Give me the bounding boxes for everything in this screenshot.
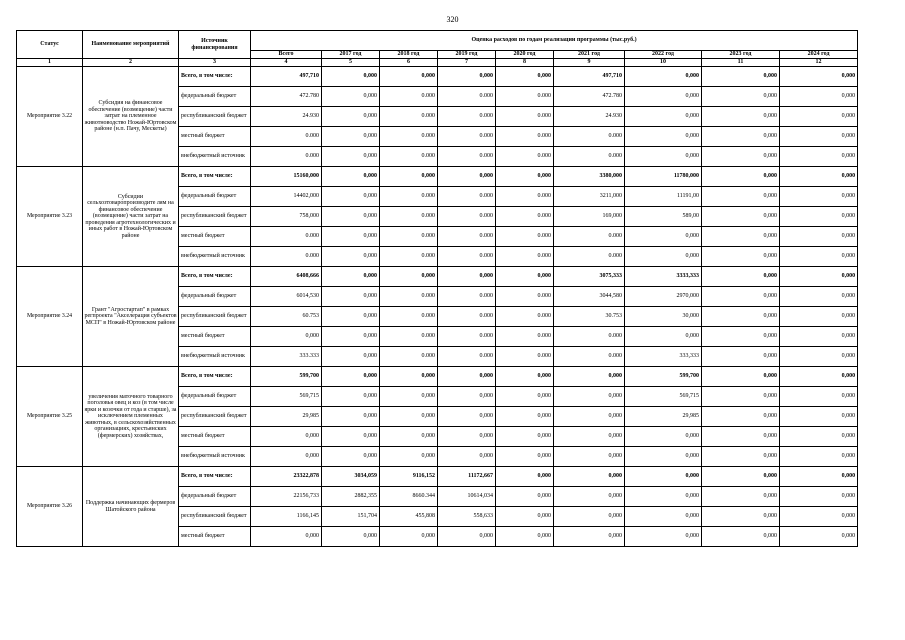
value-cell: 0,000	[496, 507, 554, 527]
value-cell: 0.000	[380, 347, 438, 367]
value-cell: 0,000	[702, 267, 780, 287]
value-cell: 0.000	[554, 147, 625, 167]
value-cell: 497,710	[554, 67, 625, 87]
value-cell: 0.000	[496, 87, 554, 107]
col-number: 9	[554, 59, 625, 67]
value-cell: 0,000	[380, 427, 438, 447]
value-cell: 60.753	[251, 307, 322, 327]
value-cell: 0,000	[554, 427, 625, 447]
value-cell: 0,000	[780, 287, 858, 307]
value-cell: 0,000	[780, 147, 858, 167]
measure-status: Мероприятие 3.24	[17, 267, 83, 367]
value-cell: 0.000	[496, 287, 554, 307]
value-cell: 0,000	[322, 147, 380, 167]
value-cell: 0,000	[322, 427, 380, 447]
value-cell: 0,000	[780, 127, 858, 147]
value-cell: 0,000	[322, 287, 380, 307]
funding-source: федеральный бюджет	[179, 487, 251, 507]
value-cell: 30,000	[625, 307, 702, 327]
value-cell: 0,000	[625, 147, 702, 167]
col-number: 11	[702, 59, 780, 67]
value-cell: 3211,000	[554, 187, 625, 207]
value-cell: 0,000	[438, 527, 496, 547]
funding-source: местный бюджет	[179, 127, 251, 147]
value-cell: 0,000	[702, 307, 780, 327]
value-cell: 22156,733	[251, 487, 322, 507]
value-cell: 0,000	[625, 227, 702, 247]
col-total-header: Всего	[251, 51, 322, 59]
value-cell: 0,000	[380, 447, 438, 467]
value-cell: 472.780	[251, 87, 322, 107]
value-cell: 3075,333	[554, 267, 625, 287]
value-cell: 0.000	[438, 227, 496, 247]
table-row	[17, 67, 858, 87]
value-cell: 0,000	[780, 387, 858, 407]
funding-source: республиканский бюджет	[179, 207, 251, 227]
value-cell: 0,000	[625, 247, 702, 267]
funding-source: федеральный бюджет	[179, 387, 251, 407]
value-cell: 0,000	[322, 527, 380, 547]
value-cell: 0,000	[780, 447, 858, 467]
value-cell: 0,000	[780, 227, 858, 247]
value-cell: 0,000	[702, 387, 780, 407]
value-cell: 0,000	[625, 467, 702, 487]
value-cell: 0.000	[251, 227, 322, 247]
value-cell: 23322,878	[251, 467, 322, 487]
value-cell: 0.000	[438, 327, 496, 347]
value-cell: 0,000	[322, 387, 380, 407]
value-cell: 3380,000	[554, 167, 625, 187]
funding-source: Всего, в том числе:	[179, 67, 251, 87]
value-cell: 14402,000	[251, 187, 322, 207]
value-cell: 0,000	[380, 267, 438, 287]
value-cell: 0,000	[780, 327, 858, 347]
col-source-header: Источник финансирования	[179, 31, 251, 59]
value-cell: 0,000	[322, 347, 380, 367]
value-cell: 0,000	[438, 427, 496, 447]
value-cell: 0.000	[380, 187, 438, 207]
value-cell: 6014,530	[251, 287, 322, 307]
value-cell: 0,000	[554, 447, 625, 467]
value-cell: 6408,666	[251, 267, 322, 287]
value-cell: 29,985	[251, 407, 322, 427]
value-cell: 472.780	[554, 87, 625, 107]
value-cell: 0,000	[322, 447, 380, 467]
value-cell: 2970,000	[625, 287, 702, 307]
value-cell: 0.000	[554, 327, 625, 347]
col-year-header: 2017 год	[322, 51, 380, 59]
value-cell: 0,000	[380, 67, 438, 87]
value-cell: 0,000	[625, 487, 702, 507]
funding-source: республиканский бюджет	[179, 307, 251, 327]
measure-status: Мероприятие 3.23	[17, 167, 83, 267]
value-cell: 11172,667	[438, 467, 496, 487]
value-cell: 0,000	[702, 147, 780, 167]
value-cell: 0,000	[702, 67, 780, 87]
value-cell: 599,700	[251, 367, 322, 387]
value-cell: 0,000	[251, 527, 322, 547]
value-cell: 0,000	[438, 407, 496, 427]
value-cell: 0,000	[496, 267, 554, 287]
col-number: 1	[17, 59, 83, 67]
value-cell: 0,000	[322, 207, 380, 227]
value-cell: 569,715	[251, 387, 322, 407]
value-cell: 0,000	[780, 247, 858, 267]
funding-source: Всего, в том числе:	[179, 267, 251, 287]
value-cell: 0,000	[380, 367, 438, 387]
col-year-header: 2023 год	[702, 51, 780, 59]
value-cell: 0,000	[780, 207, 858, 227]
value-cell: 0.000	[496, 327, 554, 347]
value-cell: 0,000	[322, 267, 380, 287]
value-cell: 0,000	[554, 487, 625, 507]
value-cell: 0,000	[702, 207, 780, 227]
col-number: 12	[780, 59, 858, 67]
value-cell: 1166,145	[251, 507, 322, 527]
measure-status: Мероприятие 3.22	[17, 67, 83, 167]
value-cell: 0,000	[496, 527, 554, 547]
value-cell: 0,000	[780, 367, 858, 387]
value-cell: 0,000	[780, 347, 858, 367]
value-cell: 0,000	[702, 327, 780, 347]
measure-name: Субсидии сельхозтоваропроизводите лям на финансовое обеспечение (возмещение) части затрат на проведения агротехнологических и иных работ в Ножай-Юртовском районе	[83, 167, 179, 267]
table-row	[17, 267, 858, 287]
value-cell: 0,000	[496, 167, 554, 187]
value-cell: 0,000	[702, 467, 780, 487]
value-cell: 0.000	[554, 227, 625, 247]
value-cell: 0,000	[251, 427, 322, 447]
value-cell: 0,000	[438, 367, 496, 387]
value-cell: 0,000	[380, 527, 438, 547]
value-cell: 0.000	[438, 187, 496, 207]
value-cell: 0,000	[322, 307, 380, 327]
value-cell: 0,000	[702, 527, 780, 547]
value-cell: 0.000	[496, 187, 554, 207]
value-cell: 0,000	[702, 247, 780, 267]
value-cell: 0,000	[702, 427, 780, 447]
funding-source: Всего, в том числе:	[179, 467, 251, 487]
measure-status: Мероприятие 3.26	[17, 467, 83, 547]
value-cell: 0,000	[554, 507, 625, 527]
value-cell: 0.000	[251, 247, 322, 267]
value-cell: 0,000	[702, 367, 780, 387]
value-cell: 0,000	[496, 467, 554, 487]
value-cell: 0.000	[496, 207, 554, 227]
value-cell: 0,000	[702, 487, 780, 507]
value-cell: 0.000	[496, 107, 554, 127]
value-cell: 0.000	[438, 127, 496, 147]
value-cell: 0.000	[438, 347, 496, 367]
value-cell: 0.000	[438, 147, 496, 167]
col-name-header: Наименование мероприятий	[83, 31, 179, 59]
col-number: 10	[625, 59, 702, 67]
value-cell: 0,000	[780, 407, 858, 427]
value-cell: 151,704	[322, 507, 380, 527]
value-cell: 0,000	[780, 87, 858, 107]
value-cell: 0,000	[438, 447, 496, 467]
value-cell: 0.000	[496, 307, 554, 327]
value-cell: 0,000	[322, 247, 380, 267]
value-cell: 0,000	[780, 107, 858, 127]
value-cell: 0,000	[702, 127, 780, 147]
value-cell: 0.000	[554, 347, 625, 367]
funding-source: местный бюджет	[179, 227, 251, 247]
measure-name: Грант "Агростартап" в рамках регпроекта "Акселерация субъектов МСП" в Ножай-Юртовском районе	[83, 267, 179, 367]
funding-source: внебюджетный источник	[179, 247, 251, 267]
value-cell: 0.000	[496, 127, 554, 147]
value-cell: 0.000	[380, 247, 438, 267]
value-cell: 24.930	[251, 107, 322, 127]
value-cell: 0,000	[322, 107, 380, 127]
funding-source: внебюджетный источник	[179, 447, 251, 467]
value-cell: 9116,152	[380, 467, 438, 487]
value-cell: 0,000	[251, 447, 322, 467]
funding-source: республиканский бюджет	[179, 507, 251, 527]
value-cell: 0,000	[702, 87, 780, 107]
funding-source: местный бюджет	[179, 327, 251, 347]
col-year-header: 2019 год	[438, 51, 496, 59]
value-cell: 0,000	[438, 167, 496, 187]
funding-source: федеральный бюджет	[179, 87, 251, 107]
value-cell: 0.000	[438, 87, 496, 107]
value-cell: 0,000	[554, 467, 625, 487]
value-cell: 569,715	[625, 387, 702, 407]
value-cell: 0,000	[496, 67, 554, 87]
value-cell: 0,000	[702, 407, 780, 427]
value-cell: 0.000	[380, 147, 438, 167]
funding-source: федеральный бюджет	[179, 187, 251, 207]
value-cell: 0.000	[438, 307, 496, 327]
value-cell: 0,000	[702, 227, 780, 247]
value-cell: 0.000	[380, 207, 438, 227]
value-cell: 0,000	[780, 67, 858, 87]
value-cell: 0.000	[496, 147, 554, 167]
value-cell: 0.000	[380, 227, 438, 247]
estimate-header: Оценка расходов по годам реализации программы (тыс.руб.)	[251, 31, 858, 51]
value-cell: 0,000	[625, 427, 702, 447]
value-cell: 589,00	[625, 207, 702, 227]
value-cell: 0,000	[251, 327, 322, 347]
value-cell: 0.000	[380, 87, 438, 107]
value-cell: 0,000	[625, 67, 702, 87]
value-cell: 10614,034	[438, 487, 496, 507]
value-cell: 0,000	[322, 327, 380, 347]
value-cell: 599,700	[625, 367, 702, 387]
value-cell: 0.000	[380, 287, 438, 307]
funding-source: местный бюджет	[179, 427, 251, 447]
measure-name: Субсидия на финансовое обеспечение (возмещение) части затрат на племенное животноводство Ножай-Юртовском районе (н.п. Пачу, Мескеты)	[83, 67, 179, 167]
col-year-header: 2020 год	[496, 51, 554, 59]
value-cell: 0.000	[554, 127, 625, 147]
value-cell: 0,000	[496, 367, 554, 387]
value-cell: 0,000	[625, 87, 702, 107]
measure-name: Поддержка начинающих фермеров Шатойского района	[83, 467, 179, 547]
funding-source: Всего, в том числе:	[179, 367, 251, 387]
value-cell: 3044,580	[554, 287, 625, 307]
measure-status: Мероприятие 3.25	[17, 367, 83, 467]
col-number: 7	[438, 59, 496, 67]
value-cell: 0.000	[438, 207, 496, 227]
value-cell: 0,000	[702, 347, 780, 367]
value-cell: 0,000	[322, 67, 380, 87]
funding-source: местный бюджет	[179, 527, 251, 547]
value-cell: 0.000	[380, 107, 438, 127]
table-row	[17, 167, 858, 187]
col-number: 5	[322, 59, 380, 67]
value-cell: 0,000	[554, 407, 625, 427]
col-number: 6	[380, 59, 438, 67]
value-cell: 0.000	[251, 147, 322, 167]
value-cell: 0.000	[251, 127, 322, 147]
table-row	[17, 367, 858, 387]
funding-source: внебюджетный источник	[179, 147, 251, 167]
value-cell: 758,000	[251, 207, 322, 227]
value-cell: 8660.344	[380, 487, 438, 507]
value-cell: 0,000	[496, 387, 554, 407]
value-cell: 0,000	[780, 307, 858, 327]
value-cell: 333.333	[251, 347, 322, 367]
value-cell: 0,000	[780, 467, 858, 487]
value-cell: 0,000	[322, 367, 380, 387]
value-cell: 0,000	[438, 387, 496, 407]
funding-source: федеральный бюджет	[179, 287, 251, 307]
value-cell: 0,000	[554, 527, 625, 547]
value-cell: 0,000	[554, 367, 625, 387]
value-cell: 3333,333	[625, 267, 702, 287]
value-cell: 0.000	[380, 307, 438, 327]
funding-source: Всего, в том числе:	[179, 167, 251, 187]
measure-name: увеличения маточного товарного поголовья овец и коз (в том числе ярки и козочки от года и старше), за исключением племенных животных, в сельскохозяйственных организациях, крестьянских (фермерских) хозяйствах,	[83, 367, 179, 467]
value-cell: 0,000	[496, 427, 554, 447]
col-number: 8	[496, 59, 554, 67]
value-cell: 0.000	[438, 287, 496, 307]
col-number: 2	[83, 59, 179, 67]
value-cell: 0,000	[438, 267, 496, 287]
value-cell: 2882,355	[322, 487, 380, 507]
value-cell: 0,000	[322, 227, 380, 247]
value-cell: 0,000	[380, 167, 438, 187]
value-cell: 0.000	[496, 247, 554, 267]
value-cell: 0,000	[438, 67, 496, 87]
value-cell: 0,000	[780, 487, 858, 507]
value-cell: 0,000	[780, 507, 858, 527]
value-cell: 0,000	[496, 447, 554, 467]
funding-source: республиканский бюджет	[179, 407, 251, 427]
value-cell: 0,000	[702, 447, 780, 467]
value-cell: 169,000	[554, 207, 625, 227]
value-cell: 0,000	[625, 447, 702, 467]
col-year-header: 2021 год	[554, 51, 625, 59]
expenses-table	[16, 30, 858, 547]
value-cell: 0,000	[322, 87, 380, 107]
value-cell: 0,000	[780, 267, 858, 287]
value-cell: 3034,059	[322, 467, 380, 487]
funding-source: внебюджетный источник	[179, 347, 251, 367]
page-number: 320	[446, 15, 459, 24]
value-cell: 0.000	[496, 227, 554, 247]
col-year-header: 2022 год	[625, 51, 702, 59]
value-cell: 0.000	[380, 327, 438, 347]
value-cell: 30.753	[554, 307, 625, 327]
value-cell: 0,000	[702, 107, 780, 127]
table-row	[17, 467, 858, 487]
value-cell: 0,000	[322, 407, 380, 427]
col-number: 4	[251, 59, 322, 67]
value-cell: 0,000	[702, 167, 780, 187]
value-cell: 11191,00	[625, 187, 702, 207]
value-cell: 0.000	[438, 247, 496, 267]
value-cell: 0,000	[625, 107, 702, 127]
value-cell: 333,333	[625, 347, 702, 367]
value-cell: 497,710	[251, 67, 322, 87]
value-cell: 24.930	[554, 107, 625, 127]
funding-source: республиканский бюджет	[179, 107, 251, 127]
value-cell: 455,808	[380, 507, 438, 527]
value-cell: 0,000	[322, 127, 380, 147]
col-year-header: 2024 год	[780, 51, 858, 59]
col-status-header: Статус	[17, 31, 83, 59]
value-cell: 0,000	[780, 187, 858, 207]
value-cell: 0,000	[625, 527, 702, 547]
value-cell: 0,000	[380, 407, 438, 427]
value-cell: 0.000	[554, 247, 625, 267]
col-number: 3	[179, 59, 251, 67]
value-cell: 29,985	[625, 407, 702, 427]
value-cell: 0,000	[780, 527, 858, 547]
value-cell: 0,000	[322, 187, 380, 207]
value-cell: 0,000	[702, 507, 780, 527]
value-cell: 0.000	[380, 127, 438, 147]
col-year-header: 2018 год	[380, 51, 438, 59]
value-cell: 0,000	[496, 487, 554, 507]
value-cell: 11780,000	[625, 167, 702, 187]
value-cell: 0,000	[625, 127, 702, 147]
value-cell: 0.000	[438, 107, 496, 127]
value-cell: 0,000	[780, 427, 858, 447]
value-cell: 0,000	[625, 327, 702, 347]
value-cell: 0.000	[496, 347, 554, 367]
value-cell: 558,633	[438, 507, 496, 527]
value-cell: 0,000	[702, 187, 780, 207]
value-cell: 0,000	[702, 287, 780, 307]
value-cell: 0,000	[380, 387, 438, 407]
value-cell: 15160,000	[251, 167, 322, 187]
value-cell: 0,000	[322, 167, 380, 187]
value-cell: 0,000	[625, 507, 702, 527]
value-cell: 0,000	[780, 167, 858, 187]
value-cell: 0,000	[496, 407, 554, 427]
value-cell: 0,000	[554, 387, 625, 407]
